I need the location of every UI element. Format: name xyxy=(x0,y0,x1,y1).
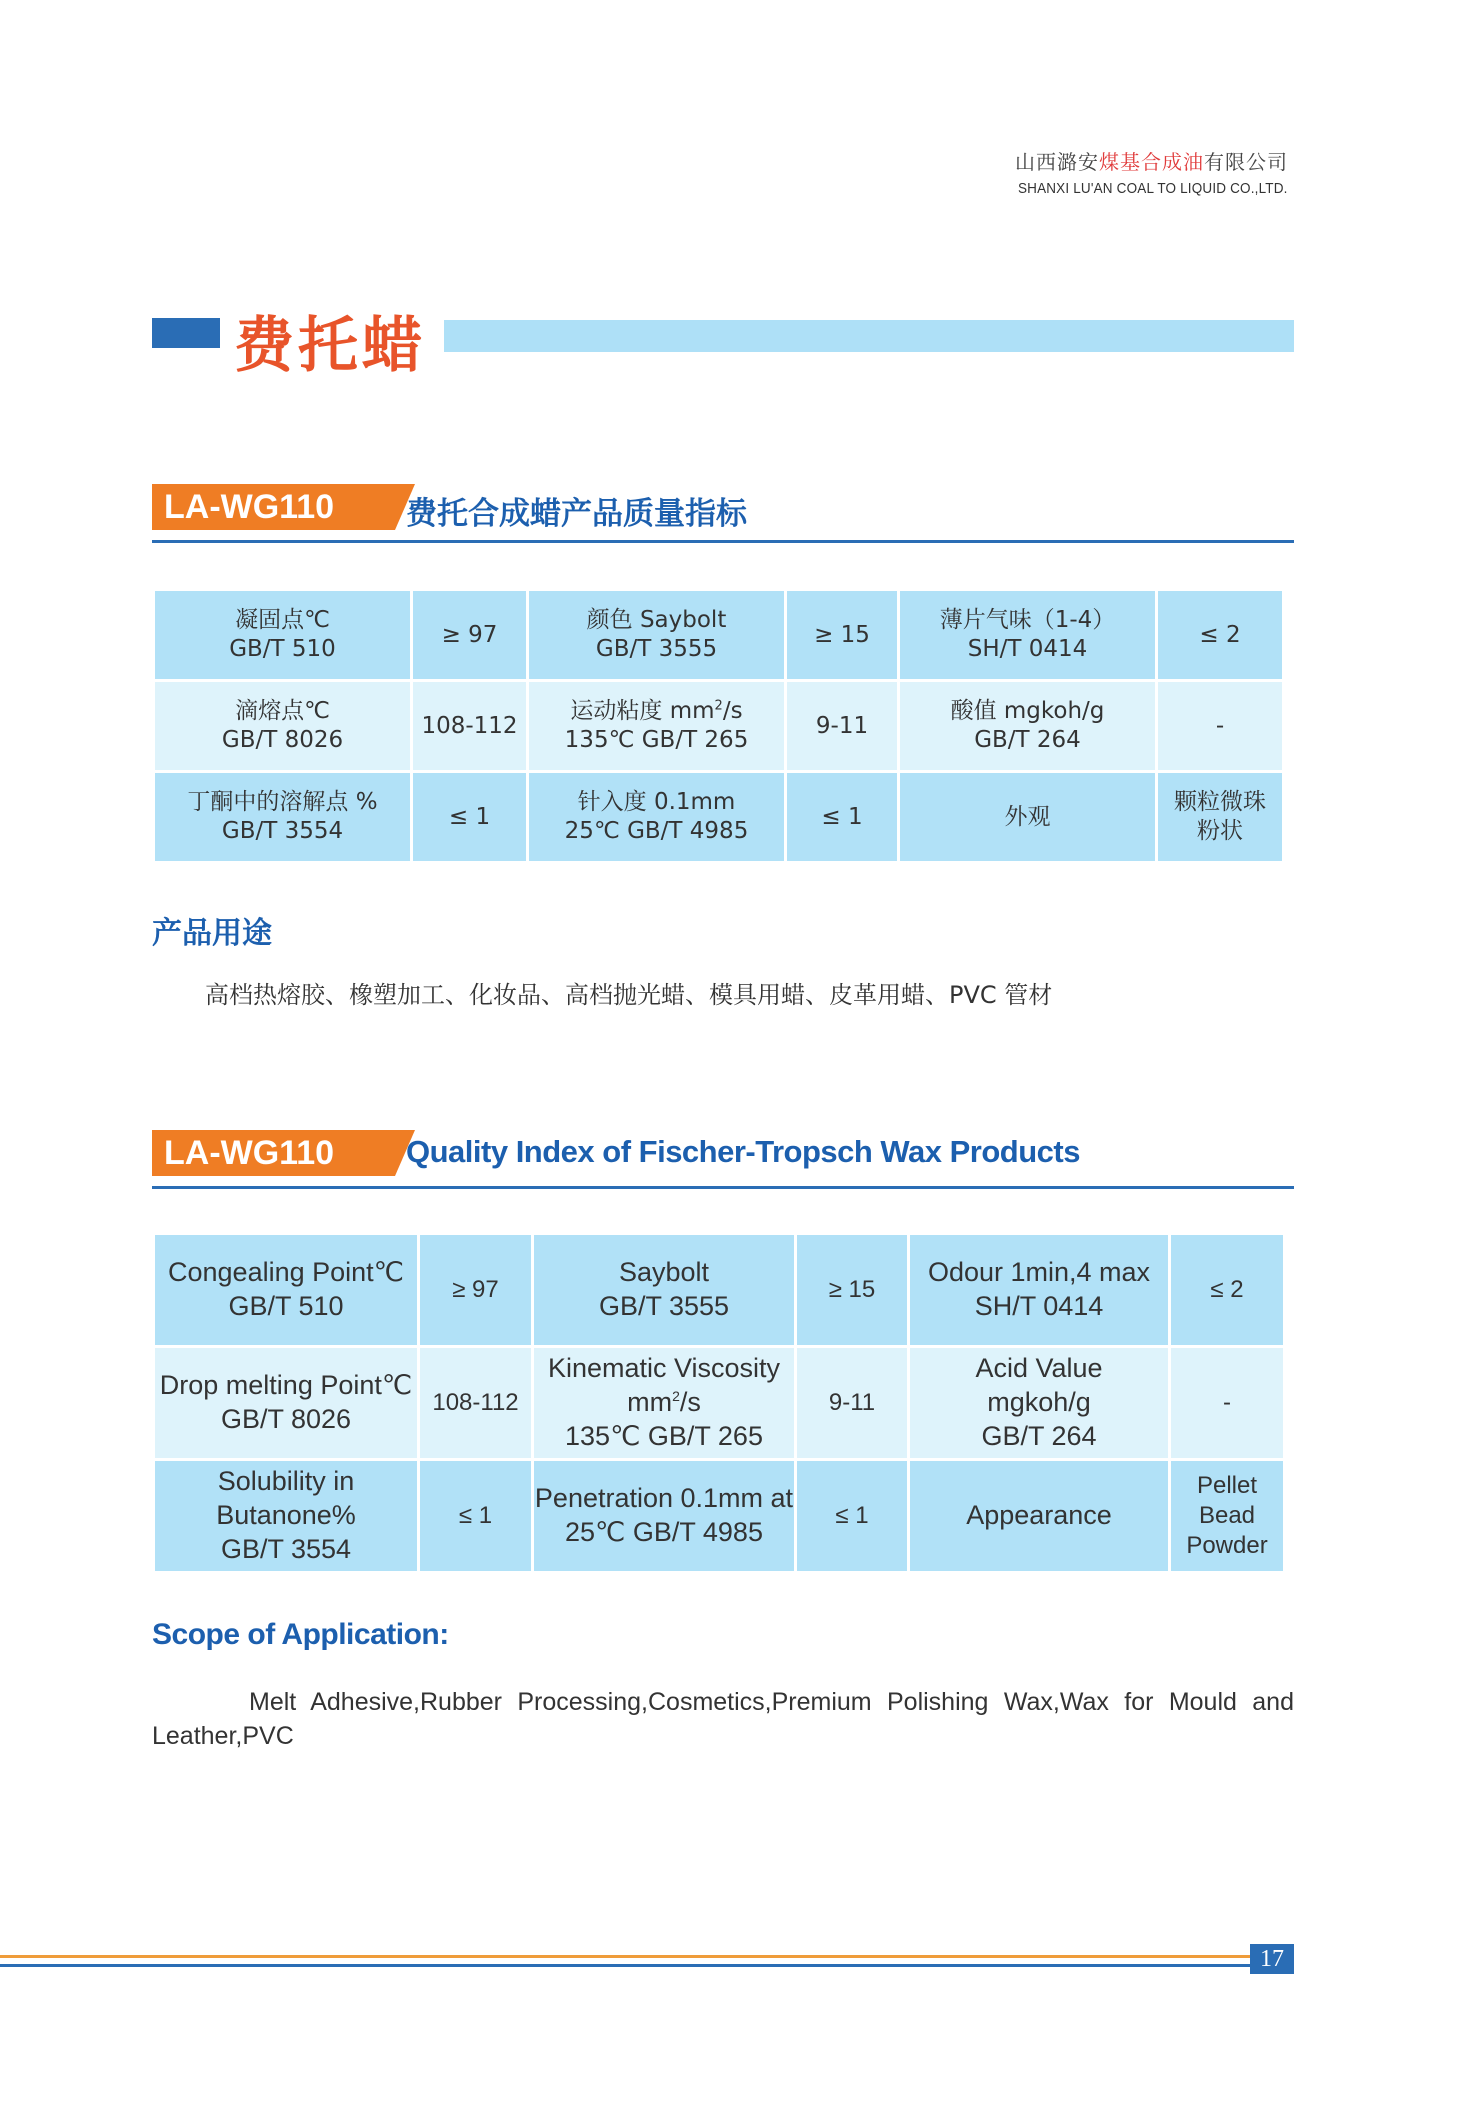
page-title: 费托蜡 xyxy=(234,311,426,381)
table-cell: 9-11 xyxy=(797,1348,907,1458)
table-cell: 滴熔点℃ GB/T 8026 xyxy=(155,682,410,770)
quality-table-en xyxy=(152,1232,1286,1574)
title-decoration-block xyxy=(152,318,220,348)
table-cell: ≤ 2 xyxy=(1171,1235,1283,1345)
table-cell: Solubility in Butanone% GB/T 3554 xyxy=(155,1461,417,1571)
application-text-en: Melt Adhesive,Rubber Processing,Cosmetics,Premium Polishing Wax,Wax for Mould and Leather,PVC xyxy=(152,1688,1294,1750)
table-cell: 外观 xyxy=(900,773,1155,861)
table-cell: ≥ 15 xyxy=(787,591,897,679)
section-divider xyxy=(152,1186,1294,1189)
application-heading-cn: 产品用途 xyxy=(152,916,272,951)
table-cell: ≥ 15 xyxy=(797,1235,907,1345)
table-row xyxy=(155,1461,1283,1571)
footer-line-blue xyxy=(0,1964,1250,1967)
table-cell: ≤ 1 xyxy=(413,773,526,861)
table-cell: 108-112 xyxy=(413,682,526,770)
quality-table-cn xyxy=(152,588,1285,864)
table-cell: ≤ 1 xyxy=(797,1461,907,1571)
table-row xyxy=(155,1348,1283,1458)
section-divider xyxy=(152,540,1294,543)
table-cell: 丁酮中的溶解点 % GB/T 3554 xyxy=(155,773,410,861)
table-cell: Penetration 0.1mm at 25℃ GB/T 4985 xyxy=(534,1461,794,1571)
title-decoration-bar xyxy=(444,320,1294,352)
table-cell: 颜色 Saybolt GB/T 3555 xyxy=(529,591,784,679)
section-title-en: Quality Index of Fischer-Tropsch Wax Products xyxy=(406,1134,1080,1169)
table-cell: Acid Value mgkoh/g GB/T 264 xyxy=(910,1348,1168,1458)
application-text-cn: 高档热熔胶、橡塑加工、化妆品、高档抛光蜡、模具用蜡、皮革用蜡、PVC 管材 xyxy=(205,981,1053,1009)
table-cell: ≥ 97 xyxy=(420,1235,531,1345)
table-cell: Pellet Bead Powder xyxy=(1171,1461,1283,1571)
table-cell: Appearance xyxy=(910,1461,1168,1571)
product-code-tag: LA-WG110 xyxy=(152,1130,395,1176)
table-cell: 针入度 0.1mm 25℃ GB/T 4985 xyxy=(529,773,784,861)
section-header-cn xyxy=(152,484,1294,544)
table-cell: Congealing Point℃ GB/T 510 xyxy=(155,1235,417,1345)
table-cell: 凝固点℃ GB/T 510 xyxy=(155,591,410,679)
table-cell: Drop melting Point℃ GB/T 8026 xyxy=(155,1348,417,1458)
table-cell: Saybolt GB/T 3555 xyxy=(534,1235,794,1345)
table-row xyxy=(155,1235,1283,1345)
table-cell: 薄片气味（1-4） SH/T 0414 xyxy=(900,591,1155,679)
footer-line-orange xyxy=(0,1955,1250,1958)
table-cell: 108-112 xyxy=(420,1348,531,1458)
product-code-tag: LA-WG110 xyxy=(152,484,395,530)
table-cell: 酸值 mgkoh/g GB/T 264 xyxy=(900,682,1155,770)
page-number: 17 xyxy=(1250,1944,1294,1974)
section-title-cn: 费托合成蜡产品质量指标 xyxy=(406,496,747,532)
section-header-en xyxy=(152,1130,1294,1190)
table-cell: ≥ 97 xyxy=(413,591,526,679)
table-row xyxy=(155,773,1282,861)
company-name-en: SHANXI LU'AN COAL TO LIQUID CO.,LTD. xyxy=(1018,180,1288,197)
table-cell: ≤ 1 xyxy=(420,1461,531,1571)
company-name-cn: 山西潞安煤基合成油有限公司 xyxy=(1015,150,1288,174)
application-heading-en: Scope of Application: xyxy=(152,1618,449,1651)
table-cell: 颗粒微珠 粉状 xyxy=(1158,773,1282,861)
table-cell: ≤ 1 xyxy=(787,773,897,861)
table-row xyxy=(155,682,1282,770)
table-cell: 运动粘度 $mm^2/s$ 135℃ GB/T 265 xyxy=(529,682,784,770)
table-cell: Kinematic Viscosity $mm^2/s$ 135℃ GB/T 265 xyxy=(534,1348,794,1458)
table-cell: ≤ 2 xyxy=(1158,591,1282,679)
table-row xyxy=(155,591,1282,679)
table-cell: Odour 1min,4 max SH/T 0414 xyxy=(910,1235,1168,1345)
table-cell: - xyxy=(1158,682,1282,770)
table-cell: - xyxy=(1171,1348,1283,1458)
table-cell: 9-11 xyxy=(787,682,897,770)
